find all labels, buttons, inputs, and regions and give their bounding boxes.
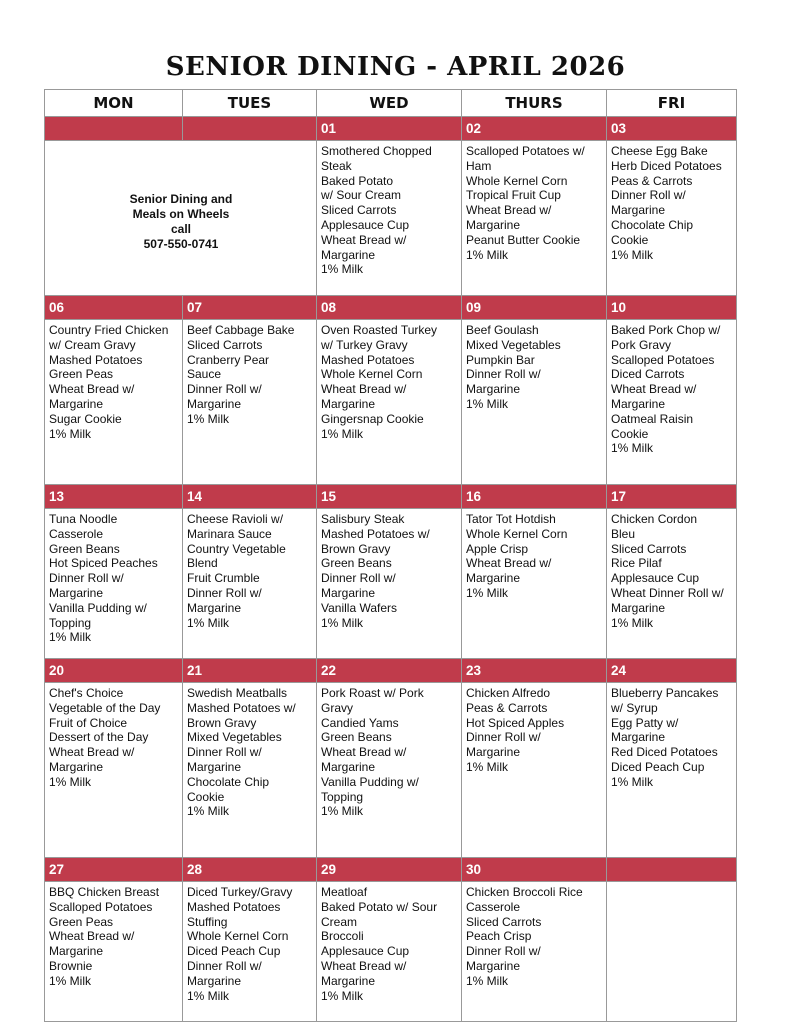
menu-item: Country Fried Chicken <box>49 323 169 337</box>
menu-cell <box>607 141 737 296</box>
menu-item: 1% Milk <box>321 988 364 1003</box>
menu-item: Green Beans <box>321 556 392 571</box>
menu-item: Sauce <box>187 367 222 382</box>
menu-item: Diced Peach Cup <box>611 759 705 774</box>
date-row <box>45 117 737 141</box>
date-cell: 15 <box>317 485 462 509</box>
menu-item: Gingersnap Cookie <box>321 411 424 426</box>
menu-item: w/ Cream Gravy <box>49 337 136 352</box>
menu-item: Dinner Roll w/ <box>466 730 541 745</box>
menu-item: Red Diced Potatoes <box>611 745 718 760</box>
date-cell: 21 <box>183 659 317 683</box>
empty-cell <box>607 882 737 1022</box>
menu-item: 1% Milk <box>49 973 92 988</box>
menu-item: 1% Milk <box>187 804 230 819</box>
menu-item: Chicken Alfredo <box>466 686 551 700</box>
menu-item: 1% Milk <box>466 973 509 988</box>
date-cell: 03 <box>607 117 737 141</box>
menu-item: 1% Milk <box>49 426 92 441</box>
menu-row <box>45 320 737 485</box>
menu-item: Chicken Broccoli Rice <box>466 885 583 899</box>
menu-item: w/ Syrup <box>611 700 658 715</box>
menu-cell <box>607 683 737 858</box>
menu-item: Dinner Roll w/ <box>321 571 396 586</box>
menu-item: Brown Gravy <box>187 715 257 730</box>
menu-item: Topping <box>321 789 364 804</box>
menu-item: Cheese Egg Bake <box>611 144 708 158</box>
menu-item: Margarine <box>466 217 521 232</box>
contact-phone: 507-550-0741 <box>143 236 219 251</box>
menu-item: Margarine <box>466 382 521 397</box>
menu-item: Wheat Bread w/ <box>321 958 407 973</box>
date-row <box>45 659 737 683</box>
date-cell: 10 <box>607 296 737 320</box>
menu-item: Casserole <box>49 526 104 541</box>
menu-cell <box>317 141 462 296</box>
menu-item: Sliced Carrots <box>611 541 687 556</box>
menu-item: Sliced Carrots <box>466 914 542 929</box>
menu-item: Chicken Cordon <box>611 512 698 526</box>
menu-item: Wheat Bread w/ <box>466 556 552 571</box>
weekday-header: THURS <box>462 90 607 117</box>
menu-item: Baked Potato <box>321 173 394 188</box>
menu-item: Baked Pork Chop w/ <box>611 323 721 337</box>
menu-item: Mixed Vegetables <box>187 730 282 745</box>
menu-item: Meatloaf <box>321 885 368 899</box>
menu-item: Wheat Bread w/ <box>321 382 407 397</box>
menu-item: Salisbury Steak <box>321 512 405 526</box>
menu-item: 1% Milk <box>611 774 654 789</box>
menu-item: Margarine <box>611 203 666 218</box>
contact-info-line: Meals on Wheels <box>132 207 230 222</box>
menu-item: Wheat Bread w/ <box>321 232 407 247</box>
menu-item: Swedish Meatballs <box>187 686 288 700</box>
menu-item: Mashed Potatoes <box>49 352 143 367</box>
date-cell: 30 <box>462 858 607 882</box>
menu-item: 1% Milk <box>466 247 509 262</box>
menu-item: Wheat Bread w/ <box>321 745 407 760</box>
menu-item: Diced Peach Cup <box>187 944 281 959</box>
menu-item: Wheat Bread w/ <box>49 929 135 944</box>
menu-item: Green Peas <box>49 367 114 382</box>
menu-item: Cream <box>321 914 358 929</box>
menu-item: Tuna Noodle <box>49 512 118 526</box>
menu-item: Wheat Bread w/ <box>466 203 552 218</box>
menu-item: Margarine <box>49 396 104 411</box>
menu-item: Wheat Bread w/ <box>49 382 135 397</box>
menu-item: Cookie <box>187 789 225 804</box>
menu-item: Baked Potato w/ Sour <box>321 899 438 914</box>
menu-item: Diced Carrots <box>611 367 685 382</box>
menu-item: Beef Goulash <box>466 323 539 337</box>
menu-item: Margarine <box>187 396 242 411</box>
menu-item: Whole Kernel Corn <box>466 526 568 541</box>
date-cell <box>607 858 737 882</box>
menu-cell <box>45 320 183 485</box>
contact-info-line: call <box>170 222 191 236</box>
date-cell: 08 <box>317 296 462 320</box>
menu-row <box>45 882 737 1022</box>
weekday-header: MON <box>45 90 183 117</box>
menu-item: Mashed Potatoes w/ <box>187 700 296 715</box>
menu-item: 1% Milk <box>321 262 364 277</box>
menu-item: Brownie <box>49 958 93 973</box>
menu-item: Mashed Potatoes <box>321 352 415 367</box>
menu-item: Peach Crisp <box>466 929 532 944</box>
date-cell: 29 <box>317 858 462 882</box>
menu-item: Dinner Roll w/ <box>49 571 124 586</box>
menu-item: Smothered Chopped <box>321 144 432 158</box>
menu-item: 1% Milk <box>187 615 230 630</box>
menu-item: Beef Cabbage Bake <box>187 323 295 337</box>
page-title: SENIOR DINING - APRIL 2026 <box>165 52 626 82</box>
menu-cell <box>317 509 462 659</box>
menu-cell <box>317 683 462 858</box>
menu-item: Fruit of Choice <box>49 715 128 730</box>
menu-item: Topping <box>49 615 92 630</box>
menu-item: Margarine <box>466 745 521 760</box>
menu-item: Vegetable of the Day <box>49 700 161 715</box>
menu-item: 1% Milk <box>466 396 509 411</box>
weekday-header: TUES <box>183 90 317 117</box>
menu-cell <box>183 509 317 659</box>
menu-item: Margarine <box>321 396 376 411</box>
menu-item: 1% Milk <box>321 615 364 630</box>
date-row <box>45 485 737 509</box>
menu-item: Egg Patty w/ <box>611 715 679 730</box>
menu-item: Dinner Roll w/ <box>187 585 262 600</box>
menu-item: Fruit Crumble <box>187 571 260 586</box>
menu-item: w/ Sour Cream <box>321 188 402 203</box>
date-cell <box>45 117 183 141</box>
menu-item: Green Peas <box>49 914 114 929</box>
menu-item: Mashed Potatoes <box>187 899 281 914</box>
menu-cell <box>183 320 317 485</box>
menu-item: Whole Kernel Corn <box>321 367 423 382</box>
menu-item: Applesauce Cup <box>321 944 410 959</box>
menu-cell <box>462 882 607 1022</box>
menu-item: 1% Milk <box>611 615 654 630</box>
menu-item: Dessert of the Day <box>49 730 149 745</box>
menu-row <box>45 141 737 296</box>
menu-item: Mashed Potatoes w/ <box>321 526 430 541</box>
menu-item: Margarine <box>187 759 242 774</box>
menu-item: 1% Milk <box>321 804 364 819</box>
date-cell <box>183 117 317 141</box>
menu-item: Tator Tot Hotdish <box>466 512 556 526</box>
menu-item: Broccoli <box>321 929 364 944</box>
menu-item: Cheese Ravioli w/ <box>187 512 284 526</box>
date-cell: 16 <box>462 485 607 509</box>
menu-item: 1% Milk <box>49 630 92 645</box>
menu-item: Chocolate Chip <box>611 217 694 232</box>
menu-cell <box>317 882 462 1022</box>
menu-item: 1% Milk <box>466 585 509 600</box>
menu-item: Margarine <box>611 600 666 615</box>
menu-cell <box>462 509 607 659</box>
menu-item: Sliced Carrots <box>321 203 397 218</box>
date-cell: 09 <box>462 296 607 320</box>
date-cell: 06 <box>45 296 183 320</box>
menu-item: 1% Milk <box>49 774 92 789</box>
menu-item: Blueberry Pancakes <box>611 686 719 700</box>
menu-cell <box>607 509 737 659</box>
contact-info <box>45 141 317 296</box>
menu-cell <box>183 882 317 1022</box>
menu-cell <box>183 683 317 858</box>
menu-item: Bleu <box>611 526 636 541</box>
menu-item: Tropical Fruit Cup <box>466 188 561 203</box>
menu-item: Margarine <box>49 944 104 959</box>
menu-item: Wheat Bread w/ <box>611 382 697 397</box>
menu-cell <box>317 320 462 485</box>
menu-item: Peanut Butter Cookie <box>466 232 581 247</box>
menu-item: Scalloped Potatoes w/ <box>466 144 585 158</box>
menu-item: Applesauce Cup <box>321 217 410 232</box>
calendar-table <box>44 89 737 1022</box>
menu-item: Margarine <box>611 730 666 745</box>
menu-item: Stuffing <box>187 914 228 929</box>
date-cell: 23 <box>462 659 607 683</box>
menu-item: Blend <box>187 556 218 571</box>
menu-item: Chocolate Chip <box>187 774 270 789</box>
menu-cell <box>45 882 183 1022</box>
menu-item: 1% Milk <box>466 759 509 774</box>
menu-item: Gravy <box>321 700 354 715</box>
date-cell: 28 <box>183 858 317 882</box>
date-cell: 24 <box>607 659 737 683</box>
menu-cell <box>607 320 737 485</box>
menu-item: Dinner Roll w/ <box>187 382 262 397</box>
menu-cell <box>462 320 607 485</box>
date-cell: 07 <box>183 296 317 320</box>
menu-cell <box>462 141 607 296</box>
menu-item: Casserole <box>466 899 521 914</box>
menu-item: Country Vegetable <box>187 541 286 556</box>
menu-item: Pumpkin Bar <box>466 352 535 367</box>
menu-item: Cookie <box>611 232 649 247</box>
menu-item: Apple Crisp <box>466 541 529 556</box>
weekday-header-row <box>45 90 737 117</box>
weekday-header: FRI <box>607 90 737 117</box>
menu-item: Vanilla Wafers <box>321 600 398 615</box>
date-cell: 13 <box>45 485 183 509</box>
menu-item: Vanilla Pudding w/ <box>321 774 419 789</box>
menu-item: Margarine <box>321 759 376 774</box>
menu-item: Margarine <box>187 973 242 988</box>
menu-item: Oven Roasted Turkey <box>321 323 438 337</box>
menu-item: Herb Diced Potatoes <box>611 158 722 173</box>
menu-item: Margarine <box>49 759 104 774</box>
menu-item: Pork Roast w/ Pork <box>321 686 424 700</box>
menu-item: Sugar Cookie <box>49 411 122 426</box>
menu-item: Margarine <box>466 571 521 586</box>
menu-item: Cranberry Pear <box>187 352 270 367</box>
menu-item: Dinner Roll w/ <box>187 958 262 973</box>
menu-item: 1% Milk <box>187 988 230 1003</box>
menu-item: Candied Yams <box>321 715 399 730</box>
menu-item: Vanilla Pudding w/ <box>49 600 147 615</box>
menu-item: Green Beans <box>321 730 392 745</box>
weekday-header: WED <box>317 90 462 117</box>
menu-item: BBQ Chicken Breast <box>49 885 160 899</box>
date-cell: 02 <box>462 117 607 141</box>
menu-item: Peas & Carrots <box>611 173 693 188</box>
menu-item: Wheat Dinner Roll w/ <box>611 585 724 600</box>
menu-item: Margarine <box>49 585 104 600</box>
menu-item: 1% Milk <box>611 441 654 456</box>
menu-item: Sliced Carrots <box>187 337 263 352</box>
menu-item: 1% Milk <box>187 411 230 426</box>
menu-row <box>45 509 737 659</box>
date-row <box>45 296 737 320</box>
menu-item: Margarine <box>611 396 666 411</box>
menu-item: Steak <box>321 158 352 173</box>
date-row <box>45 858 737 882</box>
menu-item: Green Beans <box>49 541 120 556</box>
menu-item: w/ Turkey Gravy <box>321 337 408 352</box>
menu-item: Dinner Roll w/ <box>187 745 262 760</box>
menu-item: Scalloped Potatoes <box>611 352 715 367</box>
menu-item: Margarine <box>187 600 242 615</box>
menu-item: Oatmeal Raisin <box>611 411 694 426</box>
date-cell: 27 <box>45 858 183 882</box>
menu-item: Dinner Roll w/ <box>466 367 541 382</box>
menu-item: Margarine <box>466 958 521 973</box>
menu-item: Cookie <box>611 426 649 441</box>
date-cell: 14 <box>183 485 317 509</box>
menu-item: Pork Gravy <box>611 337 672 352</box>
menu-item: Brown Gravy <box>321 541 391 556</box>
menu-item: Peas & Carrots <box>466 700 548 715</box>
menu-item: Wheat Bread w/ <box>49 745 135 760</box>
menu-cell <box>462 683 607 858</box>
menu-item: Margarine <box>321 585 376 600</box>
menu-item: Chef's Choice <box>49 686 124 700</box>
date-cell: 20 <box>45 659 183 683</box>
date-cell: 01 <box>317 117 462 141</box>
menu-item: Whole Kernel Corn <box>187 929 289 944</box>
menu-item: Diced Turkey/Gravy <box>187 885 293 899</box>
menu-item: Scalloped Potatoes <box>49 899 153 914</box>
menu-item: Margarine <box>321 973 376 988</box>
menu-row <box>45 683 737 858</box>
menu-item: Rice Pilaf <box>611 556 662 571</box>
menu-item: Mixed Vegetables <box>466 337 561 352</box>
menu-cell <box>45 509 183 659</box>
menu-item: Dinner Roll w/ <box>611 188 686 203</box>
date-cell: 22 <box>317 659 462 683</box>
menu-item: Hot Spiced Peaches <box>49 556 158 571</box>
menu-item: Margarine <box>321 247 376 262</box>
menu-item: Ham <box>466 158 492 173</box>
menu-cell <box>45 683 183 858</box>
menu-item: 1% Milk <box>611 247 654 262</box>
menu-item: 1% Milk <box>321 426 364 441</box>
menu-item: Marinara Sauce <box>187 526 272 541</box>
menu-item: Applesauce Cup <box>611 571 700 586</box>
date-cell: 17 <box>607 485 737 509</box>
menu-item: Hot Spiced Apples <box>466 715 565 730</box>
contact-info-line: Senior Dining and <box>129 192 233 207</box>
menu-item: Dinner Roll w/ <box>466 944 541 959</box>
menu-item: Whole Kernel Corn <box>466 173 568 188</box>
